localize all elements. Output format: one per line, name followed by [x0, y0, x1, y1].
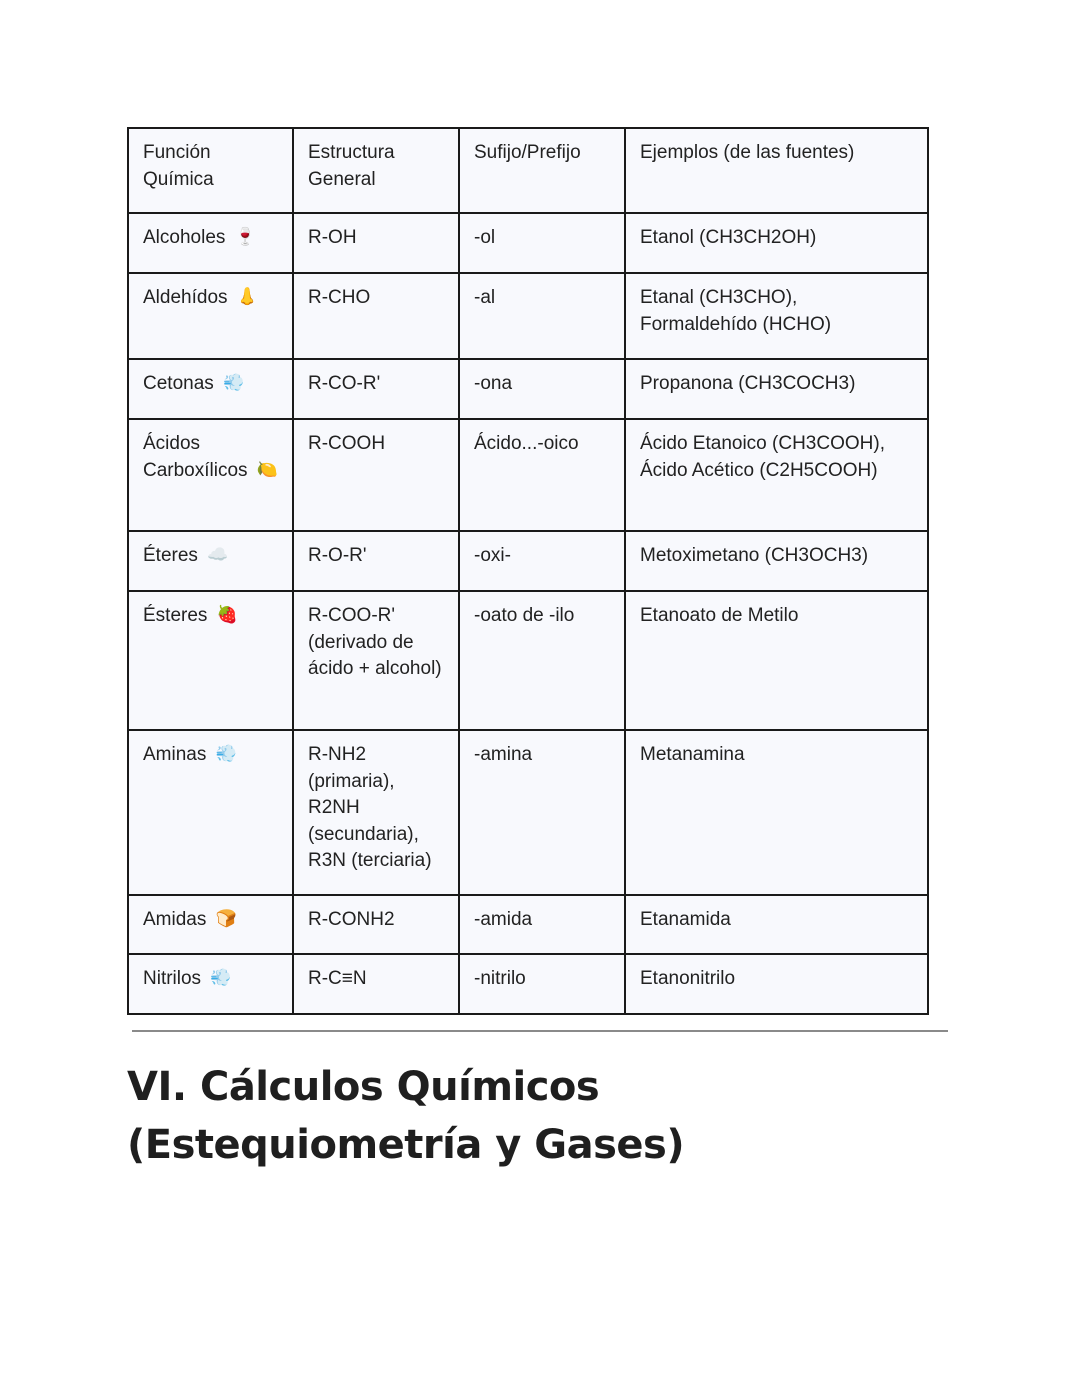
funcion-label: Amidas [143, 909, 207, 930]
cell-sufijo: -amida [459, 895, 625, 954]
header-funcion: Función Química [128, 128, 293, 213]
cell-estructura: R-CO-R' [293, 359, 459, 419]
cell-ejemplos: Ácido Etanoico (CH3COOH), Ácido Acético (C2H5COOH) [625, 419, 928, 531]
table-row [128, 273, 928, 359]
functional-groups-table-container [127, 127, 927, 1015]
table-row [128, 359, 928, 419]
header-ejemplos: Ejemplos (de las fuentes) [625, 128, 928, 213]
table-row [128, 531, 928, 591]
funcion-label: Aminas [143, 744, 207, 765]
cell-sufijo: -oxi- [459, 531, 625, 591]
cell-sufijo: Ácido...-oico [459, 419, 625, 531]
cell-sufijo: -ol [459, 213, 625, 273]
table-row [128, 730, 928, 895]
cell-estructura: R-C≡N [293, 954, 459, 1014]
table-row [128, 895, 928, 954]
cell-ejemplos: Propanona (CH3COCH3) [625, 359, 928, 419]
cell-estructura: R-OH [293, 213, 459, 273]
funcion-label: Nitrilos [143, 968, 202, 989]
header-estructura: Estructura General [293, 128, 459, 213]
bread-icon: 🍞 [215, 909, 237, 928]
cell-estructura: R-CHO [293, 273, 459, 359]
cell-funcion [128, 419, 293, 531]
cloud-icon: ☁️ [207, 545, 229, 564]
cell-ejemplos: Etanol (CH3CH2OH) [625, 213, 928, 273]
table-row [128, 954, 928, 1014]
cell-estructura: R-NH2 (primaria), R2NH (secundaria), R3N (terciaria) [293, 730, 459, 895]
cell-sufijo: -amina [459, 730, 625, 895]
cell-ejemplos: Metanamina [625, 730, 928, 895]
lemon-icon: 🍋 [256, 459, 278, 479]
cell-sufijo: -oato de -ilo [459, 591, 625, 730]
cell-ejemplos: Etanoato de Metilo [625, 591, 928, 730]
table-header-row [128, 128, 928, 213]
cell-estructura: R-CONH2 [293, 895, 459, 954]
funcion-label: Éteres [143, 545, 198, 566]
functional-groups-table [127, 127, 929, 1015]
header-sufijo: Sufijo/Prefijo [459, 128, 625, 213]
cell-ejemplos: Etanal (CH3CHO), Formaldehído (HCHO) [625, 273, 928, 359]
nose-icon: 👃 [236, 287, 258, 306]
cell-sufijo: -al [459, 273, 625, 359]
funcion-label: Cetonas [143, 373, 214, 394]
cell-funcion [128, 730, 293, 895]
strawberry-icon: 🍓 [216, 605, 238, 624]
dashing-away-icon: 💨 [210, 968, 232, 987]
table-row [128, 591, 928, 730]
funcion-label: Ésteres [143, 605, 208, 626]
funcion-label: Ácidos Carboxílicos [143, 433, 248, 481]
dashing-away-icon: 💨 [223, 373, 245, 392]
cell-ejemplos: Etanonitrilo [625, 954, 928, 1014]
cell-funcion [128, 895, 293, 954]
wine-glass-icon: 🍷 [234, 227, 256, 246]
cell-sufijo: -ona [459, 359, 625, 419]
dashing-away-icon: 💨 [215, 744, 237, 763]
cell-funcion [128, 213, 293, 273]
cell-funcion [128, 591, 293, 730]
section-heading: VI. Cálculos Químicos (Estequiometría y Gases) [127, 1064, 685, 1168]
cell-funcion [128, 954, 293, 1014]
cell-funcion [128, 531, 293, 591]
cell-sufijo: -nitrilo [459, 954, 625, 1014]
table-row [128, 419, 928, 531]
cell-ejemplos: Metoximetano (CH3OCH3) [625, 531, 928, 591]
cell-funcion [128, 359, 293, 419]
cell-estructura: R-COO-R' (derivado de ácido + alcohol) [293, 591, 459, 730]
cell-funcion [128, 273, 293, 359]
cell-ejemplos: Etanamida [625, 895, 928, 954]
cell-estructura: R-O-R' [293, 531, 459, 591]
cell-estructura: R-COOH [293, 419, 459, 531]
funcion-label: Alcoholes [143, 227, 226, 248]
table-row [128, 213, 928, 273]
funcion-label: Aldehídos [143, 287, 228, 308]
horizontal-divider [132, 1030, 948, 1032]
